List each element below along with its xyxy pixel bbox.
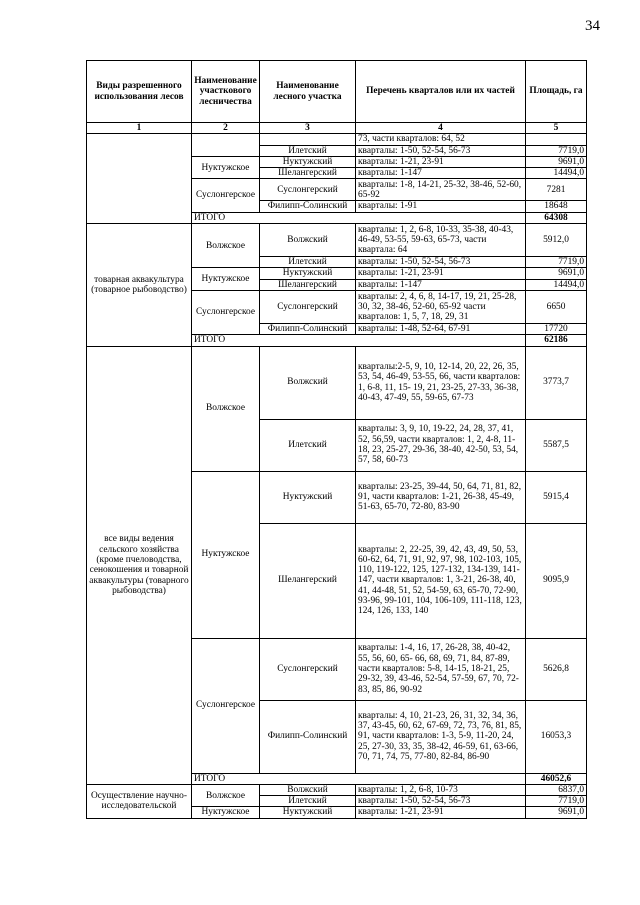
column-number-row — [87, 123, 587, 134]
quarters-cell: кварталы: 1-21, 23-91 — [356, 156, 526, 167]
area-cell: 5587,5 — [526, 419, 587, 471]
quarters-cell: кварталы: 2, 22-25, 39, 42, 43, 49, 50, 53, 60-62, 64, 71, 91, 92, 97, 98, 102-103, 105, 110, 119-122, 125, 127-132, 134-139, 141-147, части кварталов: 1, 3-21, 26-38, 40, 41, 44-48, 51, 52, 54-59, 63, 65-70, 72-90, 93-96, 99-101, 104, 106-109, 111-118, 123, 124, 126, 133, 140 — [356, 523, 526, 638]
quarters-cell: кварталы: 1-50, 52-54, 56-73 — [356, 145, 526, 156]
plot-cell — [260, 134, 356, 145]
plot-cell: Волжский — [260, 784, 356, 795]
plot-cell: Суслонгерский — [260, 638, 356, 700]
plot-cell: Филипп-Солинский — [260, 201, 356, 212]
area-cell: 7719,0 — [526, 145, 587, 156]
plot-cell: Нуктужский — [260, 471, 356, 523]
table-row — [87, 224, 587, 257]
page-number: 34 — [585, 18, 600, 34]
area-cell: 5912,0 — [526, 224, 587, 257]
table-row — [87, 784, 587, 795]
area-cell: 14494,0 — [526, 279, 587, 290]
total-label: ИТОГО — [192, 773, 526, 784]
quarters-cell: кварталы: 1-50, 52-54, 56-73 — [356, 257, 526, 268]
plot-cell: Илетский — [260, 419, 356, 471]
plot-cell: Илетский — [260, 145, 356, 156]
quarters-cell: кварталы: 1-147 — [356, 279, 526, 290]
plot-cell: Шелангерский — [260, 279, 356, 290]
area-cell: 9691,0 — [526, 156, 587, 167]
area-cell: 17720 — [526, 323, 587, 334]
quarters-cell: кварталы: 23-25, 39-44, 50, 64, 71, 81, 82, 91, части кварталов: 1-21, 26-38, 45-49, 51-63, 65-70, 72-80, 83-90 — [356, 471, 526, 523]
area-cell: 5915,4 — [526, 471, 587, 523]
header-district: Наименование участкового лесничества — [192, 61, 260, 123]
plot-cell: Нуктужский — [260, 268, 356, 279]
use-type-cell — [87, 134, 192, 224]
quarters-cell: кварталы:2-5, 9, 10, 12-14, 20, 22, 26, 35, 53, 54, 46-49, 53-55, 66, части кварталов: 1, 6-8, 11, 15- 19, 21, 23-25, 27-33, 36-38, 40-43, 47-49, 55, 59-65, 67-73 — [356, 346, 526, 419]
quarters-cell: кварталы: 2, 4, 6, 8, 14-17, 19, 21, 25-28, 30, 32, 38-46, 52-60, 65-92 части кварталов: 1, 5, 7, 18, 29, 31 — [356, 290, 526, 323]
plot-cell: Суслонгерский — [260, 179, 356, 201]
plot-cell: Шелангерский — [260, 523, 356, 638]
column-number: 5 — [526, 123, 587, 134]
area-cell — [526, 134, 587, 145]
district-cell: Суслонгерское — [192, 638, 260, 773]
area-cell: 6650 — [526, 290, 587, 323]
quarters-cell: кварталы: 1-4, 16, 17, 26-28, 38, 40-42, 55, 56, 60, 65- 66, 68, 69, 71, 84, 87-89, части кварталов: 5-8, 14-15, 18-21, 25, 29-32, 39, 43-46, 52-54, 57-59, 67, 70, 72-83, 85, 86, 90-92 — [356, 638, 526, 700]
quarters-cell: кварталы: 1-21, 23-91 — [356, 268, 526, 279]
district-cell: Нуктужское — [192, 156, 260, 179]
forest-use-table — [86, 60, 587, 819]
quarters-cell: кварталы: 1-50, 52-54, 56-73 — [356, 796, 526, 807]
total-value: 46052,6 — [526, 773, 587, 784]
quarters-cell: кварталы: 3, 9, 10, 19-22, 24, 28, 37, 41, 52, 56,59, части кварталов: 1, 2, 4-8, 11-18, 23, 25-27, 29-36, 38-40, 42-50, 53, 54, 57, 58, 60-73 — [356, 419, 526, 471]
table-row — [87, 134, 587, 145]
area-cell: 7281 — [526, 179, 587, 201]
plot-cell: Шелангерский — [260, 168, 356, 179]
district-cell: Суслонгерское — [192, 179, 260, 212]
area-cell: 7719,0 — [526, 257, 587, 268]
use-type-cell: все виды ведения сельского хозяйства (кроме пчеловодства, сенокошения и товарной аквакультуры (товарного рыбоводства) — [87, 346, 192, 784]
district-cell: Нуктужское — [192, 471, 260, 638]
quarters-cell: кварталы: 1-91 — [356, 201, 526, 212]
quarters-cell: 73, части кварталов: 64, 52 — [356, 134, 526, 145]
column-number: 2 — [192, 123, 260, 134]
header-quarters: Перечень кварталов или их частей — [356, 61, 526, 123]
total-label: ИТОГО — [192, 335, 526, 346]
column-number: 1 — [87, 123, 192, 134]
column-number: 3 — [260, 123, 356, 134]
plot-cell: Волжский — [260, 224, 356, 257]
area-cell: 14494,0 — [526, 168, 587, 179]
plot-cell: Илетский — [260, 257, 356, 268]
use-type-cell: Осуществление научно-исследовательской — [87, 784, 192, 818]
plot-cell: Нуктужский — [260, 807, 356, 818]
use-type-cell: товарная аквакультура (товарное рыбоводство) — [87, 224, 192, 346]
district-cell: Волжское — [192, 784, 260, 807]
area-cell: 6837,0 — [526, 784, 587, 795]
district-cell: Суслонгерское — [192, 290, 260, 334]
total-value: 64308 — [526, 212, 587, 223]
area-cell: 9691,0 — [526, 268, 587, 279]
plot-cell: Филипп-Солинский — [260, 323, 356, 334]
district-cell: Нуктужское — [192, 807, 260, 818]
area-cell: 5626,8 — [526, 638, 587, 700]
area-cell: 16053,3 — [526, 700, 587, 773]
quarters-cell: кварталы: 1-48, 52-64, 67-91 — [356, 323, 526, 334]
total-value: 62186 — [526, 335, 587, 346]
area-cell: 3773,7 — [526, 346, 587, 419]
plot-cell: Илетский — [260, 796, 356, 807]
plot-cell: Суслонгерский — [260, 290, 356, 323]
area-cell: 9095,9 — [526, 523, 587, 638]
quarters-cell: кварталы: 1, 2, 6-8, 10-73 — [356, 784, 526, 795]
table-header-row — [87, 61, 587, 123]
table-row — [87, 346, 587, 419]
area-cell: 7719,0 — [526, 796, 587, 807]
header-use-type: Виды разрешенного использования лесов — [87, 61, 192, 123]
header-area: Площадь, га — [526, 61, 587, 123]
area-cell: 18648 — [526, 201, 587, 212]
district-cell: Нуктужское — [192, 268, 260, 291]
quarters-cell: кварталы: 1-8, 14-21, 25-32, 38-46, 52-60, 65-92 — [356, 179, 526, 201]
quarters-cell: кварталы: 1, 2, 6-8, 10-33, 35-38, 40-43, 46-49, 53-55, 59-63, 65-73, части квартала: 64 — [356, 224, 526, 257]
total-label: ИТОГО — [192, 212, 526, 223]
area-cell: 9691,0 — [526, 807, 587, 818]
plot-cell: Филипп-Солинский — [260, 700, 356, 773]
district-cell: Волжское — [192, 224, 260, 268]
column-number: 4 — [356, 123, 526, 134]
header-plot: Наименование лесного участка — [260, 61, 356, 123]
district-cell — [192, 134, 260, 157]
plot-cell: Волжский — [260, 346, 356, 419]
plot-cell: Нуктужский — [260, 156, 356, 167]
district-cell: Волжское — [192, 346, 260, 471]
quarters-cell: кварталы: 4, 10, 21-23, 26, 31, 32, 34, 36, 37, 43-45, 60, 62, 67-69, 72, 73, 76, 81, 85, 91, части кварталов: 1-3, 5-9, 11-20, 24, 25, 27-30, 33, 35, 38-42, 46-59, 61, 63-66, 70, 71, 74, 75, 77-80, 82-84, 86-90 — [356, 700, 526, 773]
quarters-cell: кварталы: 1-21, 23-91 — [356, 807, 526, 818]
quarters-cell: кварталы: 1-147 — [356, 168, 526, 179]
